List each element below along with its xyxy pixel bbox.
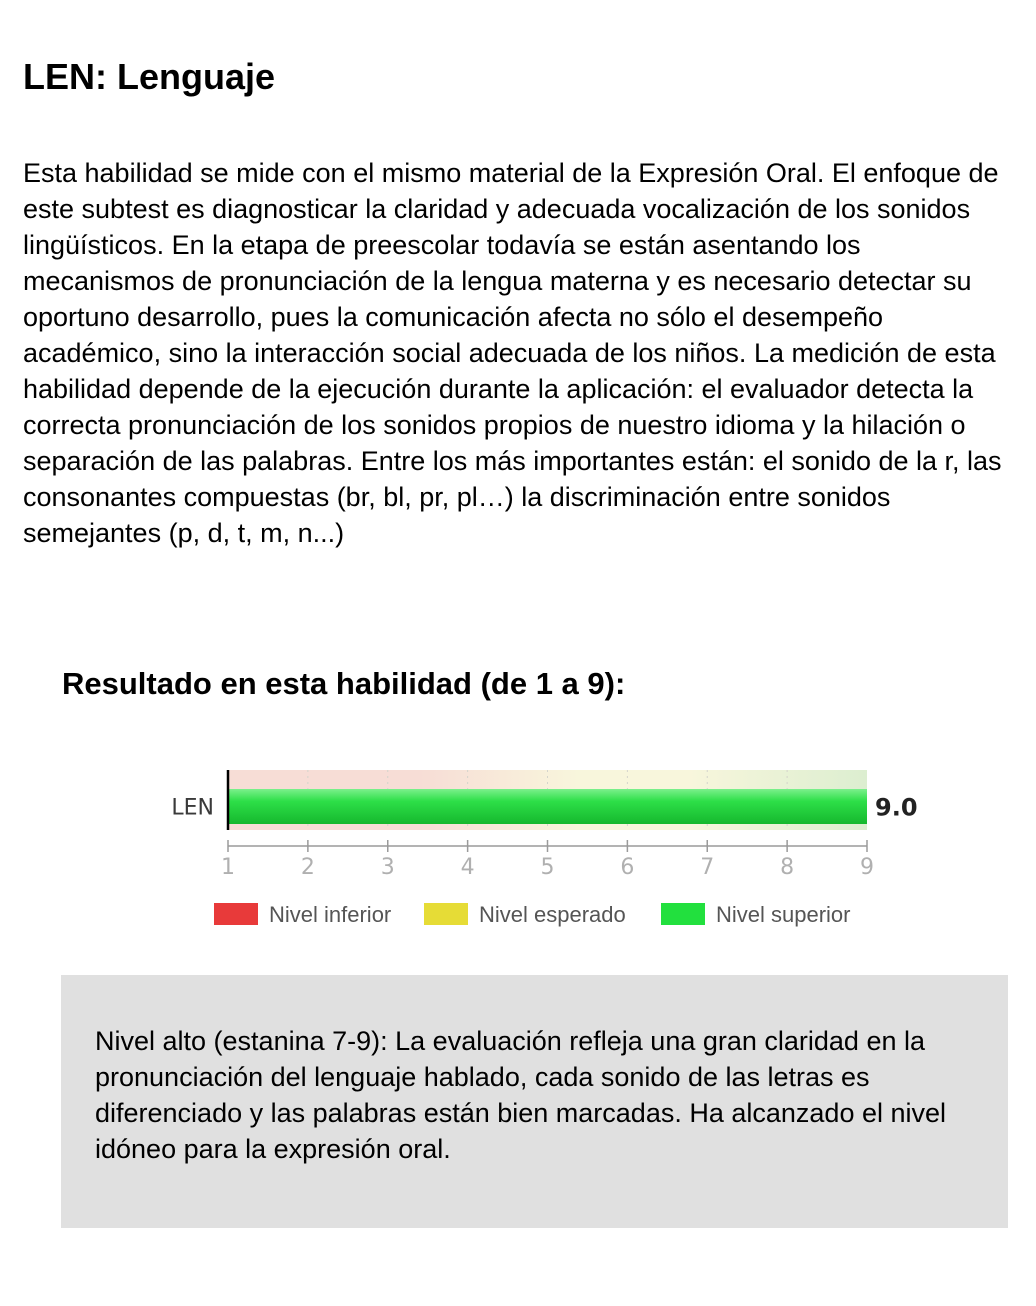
interpretation-box (61, 975, 1008, 1228)
legend-swatch-nivel-superior (661, 903, 705, 925)
interpretation-text: Nivel alto (estanina 7-9): La evaluación refleja una gran claridad en la pronunciación del lenguaje hablado, cada sonido de las letras es diferenciado y las palabras están bien marcadas. Ha alcanzado el nivel idóneo para la expresión oral. (95, 1026, 947, 1164)
x-tick-label-3: 3 (380, 855, 395, 880)
skill-description: Esta habilidad se mide con el mismo material de la Expresión Oral. El enfoque de este subtest es diagnosticar la claridad y adecuada vocalización de los sonidos lingüísticos. En la etapa de preescolar todavía se están asentando los mecanismos de pronunciación de la lengua materna y es necesario detectar su oportuno desarrollo, pues la comunicación afecta no sólo el desempeño académico, sino la interacción social adecuada de los niños. La medición de esta habilidad depende de la ejecución durante la aplicación: el evaluador detecta la correcta pronunciación de los sonidos propios de nuestro idioma y la hilación o separación de las palabras. Entre los más importantes están: el sonido de la r, las consonantes compuestas (br, bl, pr, pl…) la discriminación entre sonidos semejantes (p, d, t, m, n...) (23, 158, 1002, 548)
category-label-len: LEN (171, 795, 214, 821)
legend-label-nivel-esperado: Nivel esperado (479, 902, 626, 927)
x-tick-label-4: 4 (460, 855, 475, 880)
page-title: LEN: Lenguaje (23, 56, 276, 97)
legend-swatch-nivel-esperado (424, 903, 468, 925)
x-tick-label-9: 9 (860, 855, 874, 880)
x-tick-label-5: 5 (540, 855, 555, 880)
legend-label-nivel-superior: Nivel superior (716, 902, 851, 927)
x-tick-label-8: 8 (780, 855, 795, 880)
result-heading: Resultado en esta habilidad (de 1 a 9): (62, 666, 626, 701)
score-chart (150, 760, 950, 945)
bar-len (228, 789, 867, 824)
legend-label-nivel-inferior: Nivel inferior (269, 902, 392, 927)
value-label-len: 9.0 (875, 793, 918, 822)
x-tick-label-6: 6 (620, 855, 635, 880)
legend-swatch-nivel-inferior (214, 903, 258, 925)
score-chart-svg (150, 760, 950, 945)
x-tick-label-1: 1 (221, 855, 235, 880)
x-tick-label-7: 7 (700, 855, 715, 880)
x-tick-label-2: 2 (300, 855, 315, 880)
